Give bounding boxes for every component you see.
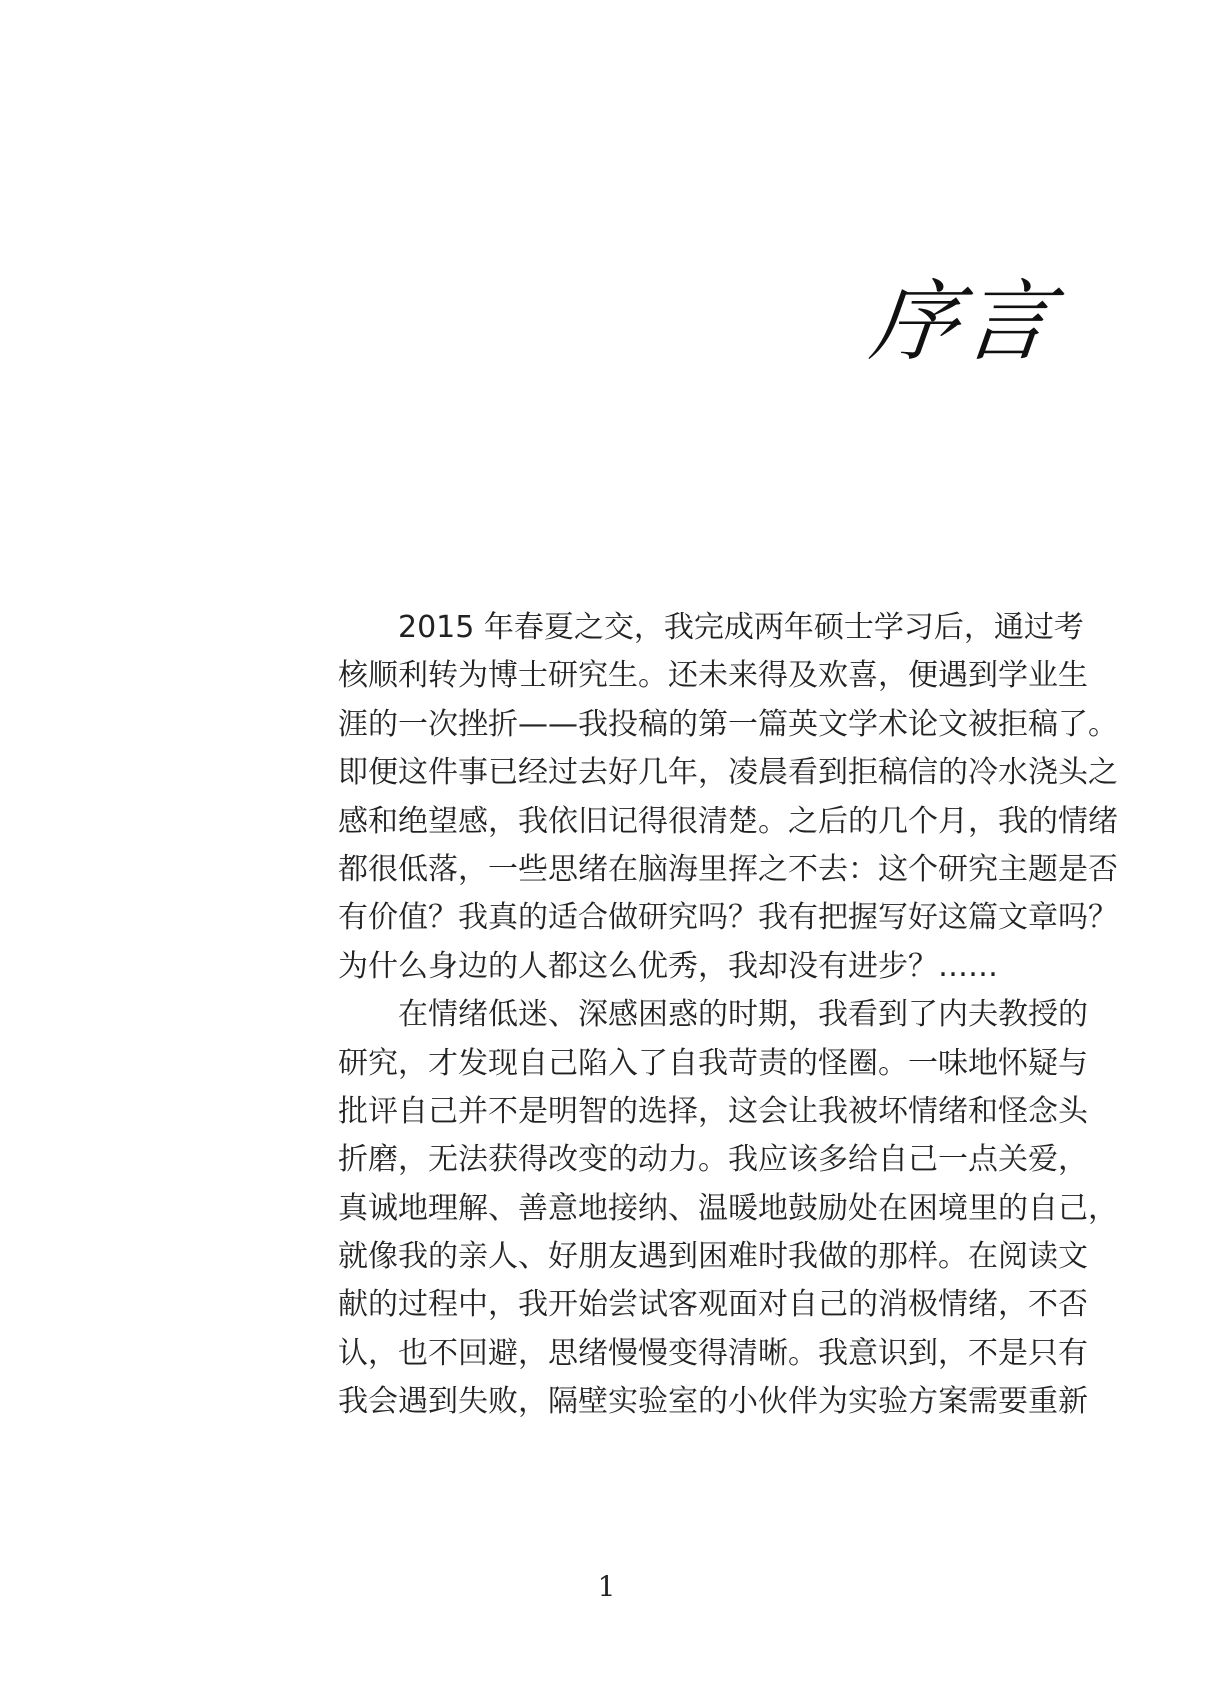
text-line: 有价值？我真的适合做研究吗？我有把握写好这篇文章吗？ — [338, 900, 1118, 936]
text-line: 即便这件事已经过去好几年，凌晨看到拒稿信的冷水浇头之 — [338, 755, 1118, 791]
text-line: 研究，才发现自己陷入了自我苛责的怪圈。一味地怀疑与 — [338, 1045, 1088, 1081]
text-line: 涯的一次挫折——我投稿的第一篇英文学术论文被拒稿了。 — [338, 706, 1118, 742]
text-line: 核顺利转为博士研究生。还未来得及欢喜，便遇到学业生 — [338, 658, 1088, 694]
text-line: 认，也不回避，思绪慢慢变得清晰。我意识到，不是只有 — [338, 1335, 1088, 1371]
text-line: 就像我的亲人、好朋友遇到困难时我做的那样。在阅读文 — [338, 1239, 1088, 1275]
text-line: 都很低落，一些思绪在脑海里挥之不去：这个研究主题是否 — [338, 851, 1118, 887]
paragraph-1 — [338, 604, 1118, 991]
text-line: 2015 年春夏之交，我完成两年硕士学习后，通过考 — [338, 610, 1084, 645]
text-line: 批评自己并不是明智的选择，这会让我被坏情绪和怪念头 — [338, 1093, 1088, 1129]
body-text — [338, 604, 1118, 1427]
page-number: 1 — [597, 1570, 616, 1603]
text-line: 为什么身边的人都这么优秀，我却没有进步？…… — [338, 948, 998, 984]
text-line: 感和绝望感，我依旧记得很清楚。之后的几个月，我的情绪 — [338, 803, 1118, 839]
text-line: 真诚地理解、善意地接纳、温暖地鼓励处在困境里的自己， — [338, 1190, 1118, 1226]
text-line: 在情绪低迷、深感困惑的时期，我看到了内夫教授的 — [338, 997, 1088, 1033]
paragraph-2 — [338, 991, 1118, 1427]
text-line: 折磨，无法获得改变的动力。我应该多给自己一点关爱， — [338, 1142, 1088, 1178]
page-title: 序言 — [865, 270, 1061, 373]
text-line: 献的过程中，我开始尝试客观面对自己的消极情绪，不否 — [338, 1287, 1088, 1323]
text-line: 我会遇到失败，隔壁实验室的小伙伴为实验方案需要重新 — [338, 1384, 1088, 1420]
